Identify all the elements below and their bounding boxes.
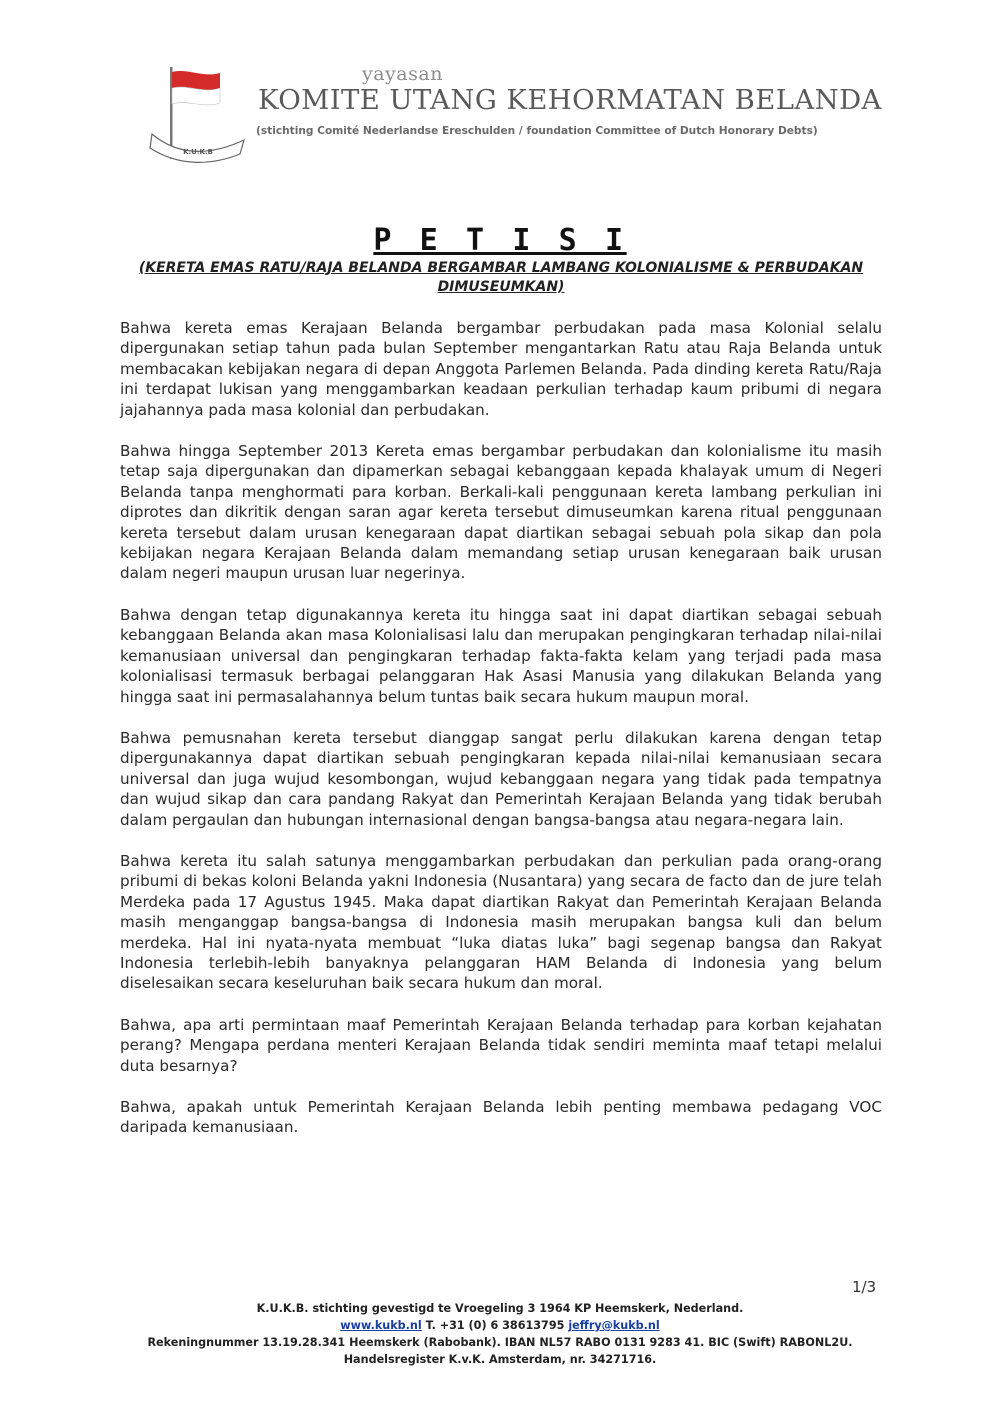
logo-text: K.U.K.B: [183, 148, 213, 156]
org-prefix: yayasan: [362, 63, 443, 85]
paragraph-4: Bahwa pemusnahan kereta tersebut dianggap sangat perlu dilakukan karena dengan tetap dipergunakannya dapat diartikan sebuah pengingkaran kepada nilai-nilai kemanusiaan secara universal dan juga wujud kesombongan, wujud kebanggaan negara yang tidak pada tempatnya dan wujud sikap dan cara pandang Rakyat dan Pemerintah Kerajaan Belanda yang tidak berubah dalam pergaulan dan hubungan internasional dengan bangsa-bangsa atau negara-negara lain.: [120, 728, 882, 829]
document-subtitle: (KERETA EMAS RATU/RAJA BELANDA BERGAMBAR LAMBANG KOLONIALISME & PERBUDAKAN DIMUSEUMKAN): [138, 260, 864, 295]
paragraph-5: Bahwa kereta itu salah satunya menggambarkan perbudakan dan perkulian pada orang-orang pribumi di bekas koloni Belanda yakni Indonesia (Nusantara) yang secara de facto dan de jure telah Merdeka pada 17 Agustus 1945. Maka dapat diartikan Rakyat dan Pemerintah Kerajaan Belanda masih menganggap bangsa-bangsa di Indonesia masih merupakan bangsa kuli dan belum merdeka. Hal ini nyata-nyata membuat “luka diatas luka” bagi segenap bangsa dan Rakyat Indonesia terlebih-lebih banyaknya pelanggaran HAM Belanda di Indonesia yang belum diselesaikan secara keseluruhan baik secara hukum dan moral.: [120, 851, 882, 993]
footer-address: K.U.K.B. stichting gevestigd te Vroegeling 3 1964 KP Heemskerk, Nederland.: [256, 1302, 744, 1315]
paragraph-3: Bahwa dengan tetap digunakannya kereta itu hingga saat ini dapat diartikan sebagai sebuah kebanggaan Belanda akan masa Kolonialisasi lalu dan merupakan pengingkaran terhadap nilai-nilai kemanusiaan universal dan pengingkaran terhadap fakta-fakta kelam yang terjadi pada masa kolonialisasi termasuk berbagai pelanggaran Hak Asasi Manusia yang dilakukan Belanda yang hingga saat ini permasalahannya belum tuntas baik secara hukum maupun moral.: [120, 605, 882, 706]
logo-flag-white: [172, 87, 220, 105]
paragraph-6: Bahwa, apa arti permintaan maaf Pemerintah Kerajaan Belanda terhadap para korban kejahatan perang? Mengapa perdana menteri Kerajaan Belanda tidak sendiri meminta maaf tetapi melalui duta besarnya?: [120, 1015, 882, 1075]
paragraph-7: Bahwa, apakah untuk Pemerintah Kerajaan Belanda lebih penting membawa pedagang VOC daripada kemanusiaan.: [120, 1098, 882, 1137]
paragraph-2: Bahwa hingga September 2013 Kereta emas bergambar perbudakan dan kolonialisme itu masih tetap saja dipergunakan dan dipamerkan sebagai kebanggaan kepada khalayak umum di Negeri Belanda tanpa menghormati para korban. Berkali-kali penggunaan kereta lambang perkulian ini diprotes dan dikritik dengan saran agar kereta tersebut dimuseumkan karena ritual penggunaan kereta tersebut dalam urusan kenegaraan dapat diartikan sebagai sebuah pola sikap dan pola kebijakan negara Kerajaan Belanda dalam memandang setiap urusan kenegaraan baik urusan dalam negeri maupun urusan luar negerinya.: [120, 442, 882, 583]
letterhead: [140, 60, 900, 170]
paragraph-1: Bahwa kereta emas Kerajaan Belanda bergambar perbudakan pada masa Kolonial selalu dipergunakan setiap tahun pada bulan September mengantarkan Ratu atau Raja Belanda untuk membacakan kebijakan negara di depan Anggota Parlemen Belanda. Pada dinding kereta Ratu/Raja ini terdapat lukisan yang menggambarkan keadaan perkulian terhadap kaum pribumi di negara jajahannya pada masa kolonial dan perbudakan.: [120, 319, 882, 419]
document-title: P E T I S I: [373, 223, 627, 258]
footer-phone: T. +31 (0) 6 38613795: [425, 1319, 565, 1332]
email-link[interactable]: jeffry@kukb.nl: [568, 1319, 660, 1332]
kukb-logo: [148, 64, 248, 164]
document-body: [120, 318, 882, 1159]
footer-contact: [0, 1317, 1000, 1334]
footer-bank: Rekeningnummer 13.19.28.341 Heemskerk (Rabobank). IBAN NL57 RABO 0131 9283 41. BIC (Swift) RABONL2U.: [147, 1336, 853, 1349]
footer: [0, 1300, 1000, 1368]
footer-register: Handelsregister K.v.K. Amsterdam, nr. 34271716.: [343, 1353, 657, 1366]
org-subtitle: (stichting Comité Nederlandse Ereschulden / foundation Committee of Dutch Honorary Debts): [256, 125, 818, 137]
page-number: 1/3: [852, 1278, 877, 1296]
org-name: KOMITE UTANG KEHORMATAN BELANDA: [258, 84, 882, 116]
website-link[interactable]: www.kukb.nl: [340, 1319, 422, 1332]
